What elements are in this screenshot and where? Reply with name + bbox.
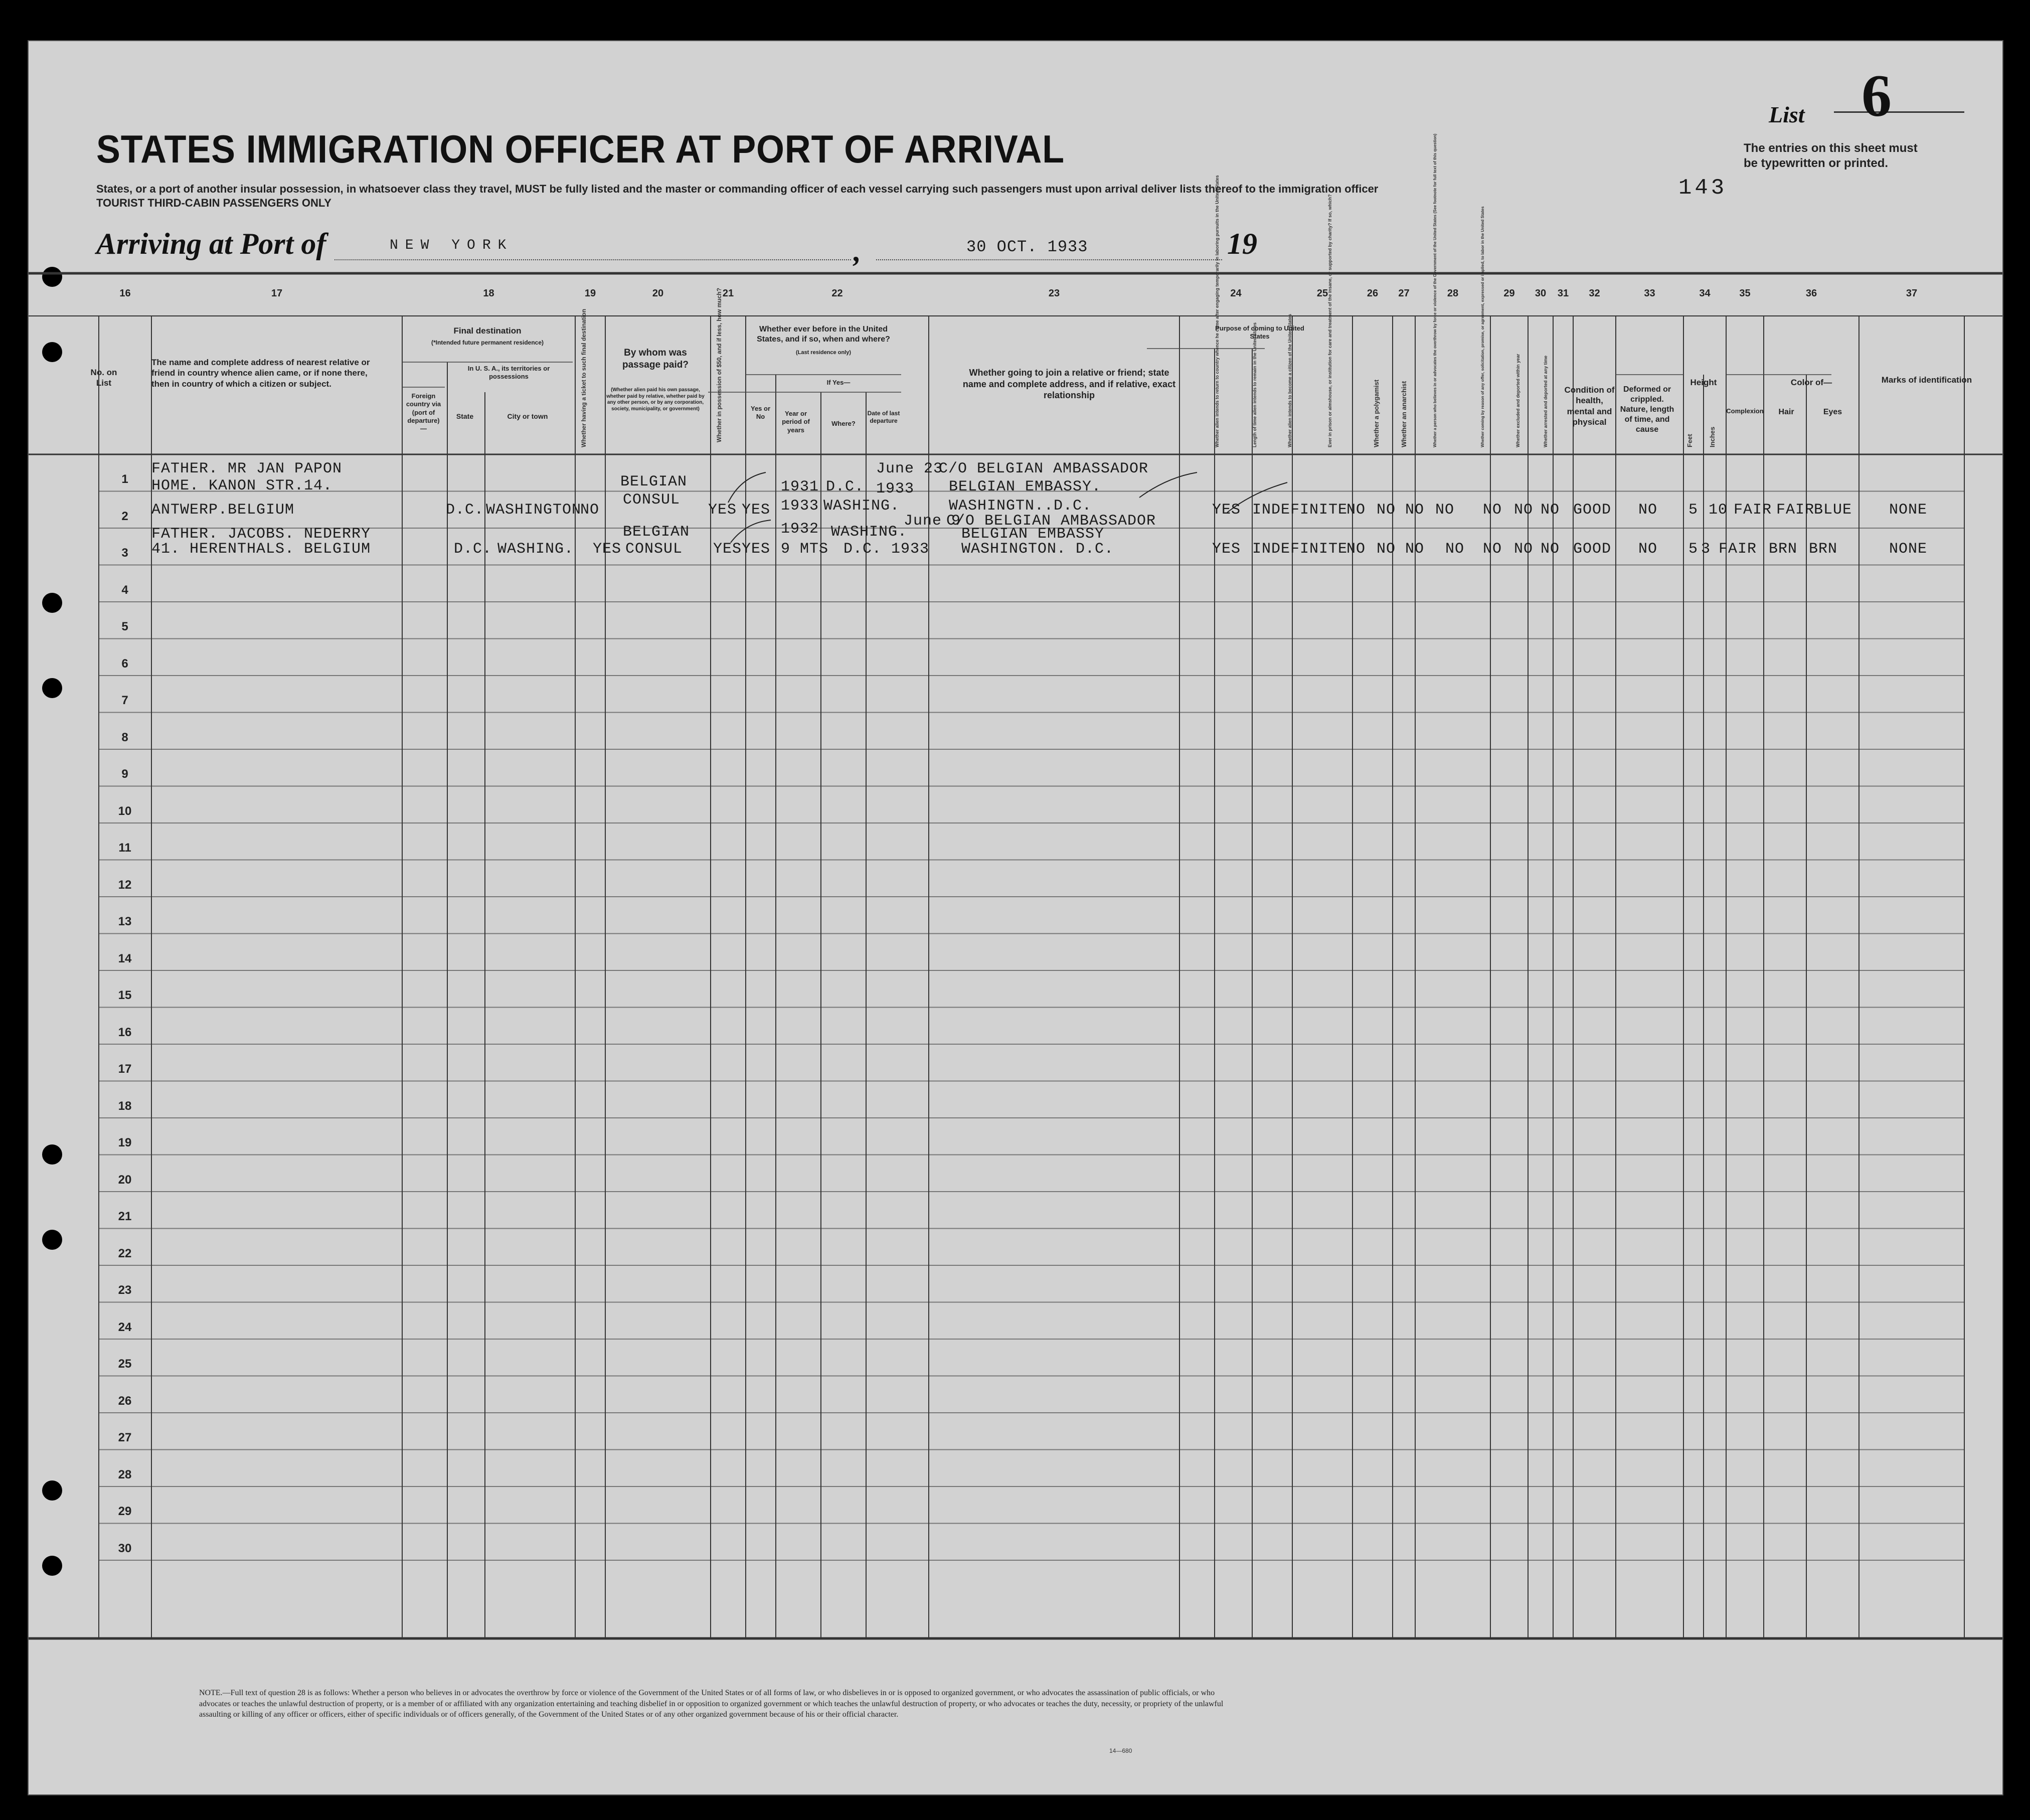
header-q29: Whether coming by reason of any offer, solicitation, promise, or agreement, expressed or implied, to labor in the United States bbox=[1480, 206, 1485, 447]
header-inches: Inches bbox=[1709, 426, 1716, 447]
relative-line: ANTWERP.BELGIUM bbox=[151, 502, 295, 519]
year-cell: 9 MTS bbox=[781, 541, 829, 558]
header-marks: Marks of identification bbox=[1881, 375, 1972, 385]
year-cell: 1933 bbox=[781, 498, 819, 515]
header-condition: Condition of health, mental and physical bbox=[1564, 385, 1615, 427]
column-number: 24 bbox=[1230, 288, 1242, 299]
passage-line: BELGIAN bbox=[620, 473, 688, 490]
relative-line: 41. HERENTHALS. BELGIUM bbox=[151, 541, 371, 558]
row-number: 25 bbox=[118, 1357, 132, 1371]
header-final-destination-note: (*Intended future permanent residence) bbox=[431, 339, 544, 346]
state-cell: D.C. bbox=[454, 541, 492, 558]
page-title: STATES IMMIGRATION OFFICER AT PORT OF ARRIVAL bbox=[96, 127, 1065, 171]
manifest-sheet bbox=[28, 40, 2003, 1795]
q30-cell: NO bbox=[1514, 541, 1534, 558]
q31-cell: NO bbox=[1541, 541, 1560, 558]
row-number: 1 bbox=[121, 472, 128, 486]
header-feet: Feet bbox=[1686, 434, 1694, 447]
possession-cell: YES bbox=[713, 541, 742, 558]
year-cell: 1932 bbox=[781, 521, 819, 538]
column-number: 19 bbox=[584, 288, 596, 299]
header-passage-paid: By whom was passage paid? bbox=[622, 348, 689, 370]
purpose-cell: YES bbox=[1212, 541, 1241, 558]
column-number: 16 bbox=[119, 288, 131, 299]
join-line: C/O BELGIAN AMBASSADOR bbox=[939, 460, 1149, 477]
header-join-relative: Whether going to join a relative or friend; state name and complete address, and if relative, exact relationship bbox=[962, 368, 1176, 400]
where-cell: WASHING. bbox=[823, 498, 900, 515]
sheet-number: 143 bbox=[1678, 176, 1728, 201]
header-purpose: Purpose of coming to United States bbox=[1215, 324, 1304, 341]
form-code: 14—680 bbox=[1109, 1747, 1132, 1754]
marks-cell: NONE bbox=[1889, 541, 1928, 558]
relative-line: HOME. KANON STR.14. bbox=[151, 477, 333, 494]
condition-cell: GOOD bbox=[1573, 541, 1612, 558]
q28-cell: NO bbox=[1445, 541, 1465, 558]
subtitle: States, or a port of another insular possession, in whatsoever class they travel, MUST be fully listed and the master or commanding officer of each vessel carrying such passengers must upon arrival deliver lists thereof to the immigration officer bbox=[96, 183, 1379, 195]
passage-line: BELGIAN bbox=[623, 524, 690, 541]
header-anarchist: Whether an anarchist bbox=[1400, 381, 1408, 447]
join-line: BELGIAN EMBASSY. bbox=[949, 478, 1102, 495]
row-number: 20 bbox=[118, 1173, 132, 1187]
header-color-of: Color of— bbox=[1790, 378, 1832, 387]
deformed-cell: NO bbox=[1638, 541, 1658, 558]
row-number: 10 bbox=[118, 804, 132, 818]
header-polygamist: Whether a polygamist bbox=[1373, 379, 1380, 447]
hair-cell: FAIR bbox=[1776, 502, 1815, 519]
row-number: 17 bbox=[118, 1062, 132, 1076]
join-line: BELGIAN EMBASSY bbox=[961, 526, 1105, 543]
header-date-last: Date of last departure bbox=[867, 410, 900, 424]
column-number: 35 bbox=[1739, 288, 1751, 299]
year-prefix: 19 bbox=[1227, 227, 1257, 260]
q28-cell: NO bbox=[1435, 502, 1455, 519]
marks-cell: NONE bbox=[1889, 502, 1928, 519]
row-number: 22 bbox=[118, 1246, 132, 1260]
column-number: 26 bbox=[1367, 288, 1379, 299]
row-number: 11 bbox=[118, 841, 131, 855]
comma: , bbox=[854, 235, 861, 268]
header-last-residence: (Last residence only) bbox=[795, 350, 852, 356]
header-where: Where? bbox=[831, 420, 856, 427]
where-cell: D.C. bbox=[843, 541, 882, 558]
row-number: 23 bbox=[118, 1283, 132, 1297]
column-number: 23 bbox=[1048, 288, 1060, 299]
prison-cell: NO bbox=[1346, 541, 1366, 558]
header-no-on-list: No. on List bbox=[90, 368, 117, 388]
header-state: State bbox=[456, 412, 474, 420]
ticket-cell: YES bbox=[593, 541, 622, 558]
row-number: 15 bbox=[118, 988, 132, 1002]
ruled-grid bbox=[29, 41, 2003, 1795]
column-number: 18 bbox=[483, 288, 494, 299]
header-height: Height bbox=[1690, 378, 1717, 387]
complexion-cell: FAIR bbox=[1719, 541, 1757, 558]
relative-line: FATHER. JACOBS. NEDERRY bbox=[151, 526, 371, 543]
row-number: 8 bbox=[121, 730, 128, 744]
row-number: 2 bbox=[121, 509, 128, 523]
row-number: 13 bbox=[118, 915, 132, 928]
row-number: 9 bbox=[121, 767, 128, 781]
anarchist-cell: NO bbox=[1405, 541, 1425, 558]
header-purpose-sub-1: Whether alien intends to return to country whence he came after engaging temporarily in laboring pursuits in the United States bbox=[1215, 175, 1220, 447]
row-number: 5 bbox=[121, 620, 128, 633]
city-cell: WASHINGTON bbox=[486, 502, 582, 519]
list-number: 6 bbox=[1862, 62, 1892, 129]
header-foreign-country: Foreign country via (port of departure)— bbox=[406, 392, 441, 432]
header-q28: Whether a person who believes in or advocates the overthrow by force or violence of the Government of the United States (See footnote for full text of this question) bbox=[1433, 133, 1437, 447]
q30-cell: NO bbox=[1514, 502, 1534, 519]
column-number: 34 bbox=[1699, 288, 1711, 299]
column-number: 37 bbox=[1906, 288, 1918, 299]
where-cell: WASHING. bbox=[831, 524, 908, 541]
column-number: 30 bbox=[1535, 288, 1547, 299]
row-number: 26 bbox=[118, 1394, 132, 1408]
column-number: 31 bbox=[1557, 288, 1569, 299]
column-number: 20 bbox=[652, 288, 664, 299]
header-deformed: Deformed or crippled. Nature, length of time, and cause bbox=[1620, 385, 1674, 434]
header-q30: Whether excluded and deported within year bbox=[1515, 354, 1520, 447]
inches-cell: 3 bbox=[1701, 541, 1711, 558]
ticket-cell: NO bbox=[580, 502, 600, 519]
column-number: 17 bbox=[271, 288, 283, 299]
column-number: 36 bbox=[1805, 288, 1817, 299]
header-prison: Ever in prison or almshouse, or institution for care and treatment of the insane, or supported by charity? If so, which? bbox=[1327, 194, 1332, 447]
row-number: 12 bbox=[118, 878, 132, 892]
ever-before-cell: YES bbox=[742, 541, 771, 558]
header-passage-note: (Whether alien paid his own passage, whether paid by relative, whether paid by any other person, or by any corporation, society, municipality, or government) bbox=[606, 387, 705, 412]
possession-cell: YES bbox=[708, 502, 737, 519]
header-complexion: Complexion bbox=[1726, 407, 1764, 415]
header-purpose-sub-3: Whether alien intends to become a citizen of the United States bbox=[1287, 313, 1292, 447]
instructions-line-2: be typewritten or printed. bbox=[1744, 156, 1889, 170]
column-number: 25 bbox=[1316, 288, 1328, 299]
arriving-label: Arriving at Port of bbox=[96, 227, 326, 260]
column-number: 21 bbox=[722, 288, 734, 299]
class-line: TOURIST THIRD-CABIN PASSENGERS ONLY bbox=[96, 197, 331, 209]
length-time-cell: INDEFINITE bbox=[1252, 541, 1348, 558]
q29-cell: NO bbox=[1483, 502, 1502, 519]
row-number: 24 bbox=[118, 1320, 132, 1334]
row-number: 7 bbox=[121, 694, 128, 707]
year-cell: 1931 bbox=[781, 478, 819, 495]
last-departure-cell: June 23 bbox=[876, 460, 943, 477]
eyes-cell: BRN bbox=[1809, 541, 1838, 558]
header-purpose-sub-2: Length of time alien intends to remain in the United States bbox=[1252, 322, 1257, 447]
instructions-line-1: The entries on this sheet must bbox=[1744, 141, 1918, 155]
join-line: C/O BELGIAN AMBASSADOR bbox=[946, 513, 1156, 530]
row-number: 30 bbox=[118, 1541, 132, 1555]
header-hair: Hair bbox=[1778, 408, 1794, 416]
header-relative-address: The name and complete address of nearest relative or friend in country whence alien came, or if none there, then in country of which a citizen or subject. bbox=[151, 358, 370, 389]
row-number: 6 bbox=[121, 656, 128, 671]
header-ticket: Whether having a ticket to such final destination bbox=[580, 308, 587, 447]
q31-cell: NO bbox=[1541, 502, 1560, 519]
polygamist-cell: NO bbox=[1377, 541, 1396, 558]
state-cell: D.C. bbox=[446, 502, 484, 519]
row-number: 4 bbox=[121, 583, 128, 597]
column-number: 33 bbox=[1644, 288, 1655, 299]
deformed-cell: NO bbox=[1638, 502, 1658, 519]
last-departure-cell: June 9 bbox=[904, 513, 961, 530]
column-number: 27 bbox=[1398, 288, 1410, 299]
last-departure-cell: 1933 bbox=[876, 480, 915, 498]
complexion-cell: FAIR bbox=[1734, 502, 1772, 519]
header-yes-no: Yes or No bbox=[750, 405, 771, 421]
list-label: List bbox=[1769, 102, 1805, 127]
row-number: 21 bbox=[118, 1210, 132, 1223]
header-if-yes: If Yes— bbox=[826, 379, 851, 386]
footnote: NOTE.—Full text of question 28 is as follows: Whether a person who believes in or advocates the overthrow by force or violence of the Government of the United States or of all forms of law, or who disbelieves in or is opposed to organized government, or who advocates the assassination of public officials, or who advocates or teaches the unlawful destruction of property, or is a member of or affiliated with any organization entertaining and teaching disbelief in or opposition to organized government or which teaches the unlawful destruction of property, or who advocates or teaches the duty, necessity, or propriety of the unlawful assaulting or killing of any officer or officers, either of specific individuals or of officers generally, of the Government of the United States or of any other organized government because of his or their official character. bbox=[199, 1689, 1224, 1719]
inches-cell: 10 bbox=[1709, 502, 1728, 519]
header-final-destination: Final destination bbox=[453, 326, 522, 336]
row-number: 27 bbox=[118, 1431, 132, 1444]
feet-cell: 5 bbox=[1688, 541, 1699, 558]
feet-cell: 5 bbox=[1688, 502, 1699, 519]
join-line: WASHINGTN..D.C. bbox=[949, 498, 1092, 515]
condition-cell: GOOD bbox=[1573, 502, 1612, 519]
hair-cell: BRN bbox=[1769, 541, 1798, 558]
column-number: 29 bbox=[1503, 288, 1515, 299]
column-number: 32 bbox=[1589, 288, 1600, 299]
q29-cell: NO bbox=[1483, 541, 1502, 558]
arrival-date: 30 OCT. 1933 bbox=[966, 238, 1088, 256]
header-city: City or town bbox=[507, 412, 548, 420]
header-q31: Whether arrested and deported at any time bbox=[1543, 355, 1548, 447]
port-of-arrival: NEW YORK bbox=[390, 238, 514, 253]
row-number: 29 bbox=[118, 1505, 132, 1518]
row-number: 3 bbox=[121, 546, 128, 560]
where-cell: D.C. bbox=[826, 478, 865, 495]
purpose-cell: YES bbox=[1212, 502, 1241, 519]
last-departure-cell: 1933 bbox=[891, 541, 930, 558]
header-eyes: Eyes bbox=[1823, 408, 1842, 416]
passage-line: CONSUL bbox=[625, 541, 683, 558]
city-cell: WASHING. bbox=[497, 541, 574, 558]
ever-before-cell: YES bbox=[742, 502, 771, 519]
anarchist-cell: NO bbox=[1405, 502, 1425, 519]
row-number: 18 bbox=[118, 1099, 132, 1113]
header-possession-50: Whether in possession of $50, and if less, how much? bbox=[716, 287, 723, 442]
relative-line: FATHER. MR JAN PAPON bbox=[151, 460, 343, 477]
header-year-period: Year or period of years bbox=[782, 410, 810, 434]
passage-line: CONSUL bbox=[623, 491, 681, 509]
join-line: WASHINGTON. D.C. bbox=[961, 541, 1114, 558]
row-number: 16 bbox=[118, 1025, 132, 1039]
prison-cell: NO bbox=[1346, 502, 1366, 519]
length-time-cell: INDEFINITE bbox=[1252, 502, 1348, 519]
eyes-cell: BLUE bbox=[1814, 502, 1852, 519]
row-number: 19 bbox=[118, 1136, 132, 1149]
row-number: 14 bbox=[118, 951, 132, 965]
column-number: 28 bbox=[1447, 288, 1459, 299]
polygamist-cell: NO bbox=[1377, 502, 1396, 519]
column-number: 22 bbox=[831, 288, 843, 299]
header-ever-before: Whether ever before in the United States, and if so, when and where? bbox=[757, 325, 890, 344]
header-in-usa: In U. S. A., its territories or possessions bbox=[467, 365, 550, 381]
row-number: 28 bbox=[118, 1467, 132, 1481]
